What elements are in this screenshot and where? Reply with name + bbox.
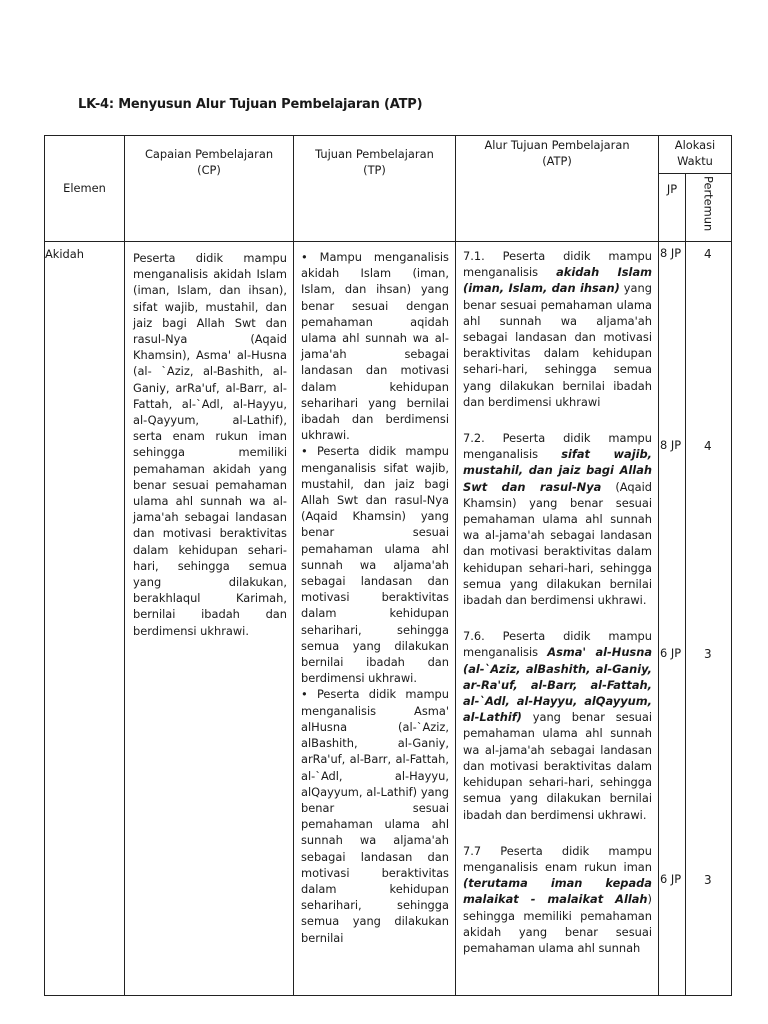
header-atp-label: Alur Tujuan Pembelajaran (ATP) [484, 138, 630, 169]
atp-4-text: 7.7 Peserta didik mampu menganalisis enam rukun iman [463, 843, 652, 874]
cell-atp [456, 242, 659, 996]
tp-bullet-3: • Peserta didik mampu menganalisis Asma' alHusna (al-`Aziz, alBashith, al-Ganiy, arRa'uf, al-Barr, al-Fattah, al-`Adl, al-Hayyu, alQayyum, al-Lathif) yang benar sesuai pemahaman ulama ahl sunnah wa aljama'ah sebagai landasan dan motivasi beraktivitas dalam kehidupan seharihari, sehingga semua yang dilakukan bernilai [301, 687, 449, 945]
atp-1-text-rest: yang benar sesuai pemahaman ulama ahl sunnah wa aljama'ah sebagai landasan dan motivasi beraktivitas dalam kehidupan sehari-hari, sehingga semua yang dilakukan bernilai ibadah dan berdimensi ukhrawi [463, 281, 652, 409]
tp-bullet-2: • Peserta didik mampu menganalisis sifat wajib, mustahil, dan jaiz bagi Allah Swt dan rasul-Nya (Aqaid Khamsin) yang benar sesuai pemahaman ulama ahl sunnah wa aljama'ah sebagai landasan dan motivasi beraktivitas dalam kehidupan seharihari, sehingga semua yang dilakukan bernilai ibadah dan berdimensi ukhrawi. [301, 444, 449, 686]
header-tp [294, 136, 456, 242]
document-title: LK-4: Menyusun Alur Tujuan Pembelajaran (ATP) [78, 97, 423, 112]
header-alokasi [659, 136, 732, 174]
cell-tp [294, 242, 456, 996]
jp-value-3: 6 JP [660, 646, 682, 660]
tp-bullet-1: • Mampu menganalisis akidah Islam (iman, Islam, dan ihsan) yang benar sesuai dengan pemahaman aqidah ulama ahl sunnah wa al-jama'ah sebagai landasan dan motivasi dalam kehidupan seharihari yang bernilai ibadah dan berdimensi ukhrawi. [301, 250, 449, 443]
cell-cp [125, 242, 294, 996]
atp-table [44, 135, 732, 996]
jp-value-4: 6 JP [660, 872, 682, 886]
pertemuan-value-1: 4 [704, 247, 712, 261]
jp-value-2: 8 JP [660, 438, 682, 452]
pertemuan-value-4: 3 [704, 873, 712, 887]
header-jp [659, 174, 686, 242]
atp-item-3 [463, 628, 652, 822]
pertemuan-value-3: 3 [704, 647, 712, 661]
atp-1-text: 7.1. Peserta didik mampu menganalisis [463, 249, 652, 280]
elemen-value: Akidah [45, 247, 84, 261]
atp-1-emphasis: akidah Islam (iman, Islam, dan ihsan) [463, 265, 652, 296]
header-tp-label: Tujuan Pembelajaran (TP) [315, 147, 434, 178]
atp-2-text-rest: (Aqaid Khamsin) yang benar sesuai pemahaman ulama ahl sunnah wa al-jama'ah sebagai landasan dan motivasi beraktivitas dalam kehidupan sehari-hari, sehingga semua yang dilakukan bernilai ibadah dan berdimensi ukhrawi. [463, 479, 652, 608]
header-atp [456, 136, 659, 242]
atp-4-emphasis: (terutama iman kepada malaikat - malaikat Allah [463, 876, 652, 907]
cp-text: Peserta didik mampu menganalisis akidah Islam (iman, Islam, dan ihsan), sifat wajib, mustahil, dan jaiz bagi Allah Swt dan rasul-Nya (Aqaid Khamsin), Asma' al-Husna (al- `Aziz, al-Bashith, al-Ganiy, arRa'uf, al-Barr, al-Fattah, al-`Adl, al-Hayyu, al-Qayyum, al-Lathif), serta enam rukun iman sehingga memiliki pemahaman akidah yang benar sesuai pemahaman ulama ahl sunnah wa al-jama'ah sebagai landasan dan motivasi beraktivitas dalam kehidupan sehari-hari, sehingga semua yang dilakukan, berakhlaqul Karimah, bernilai ibadah dan berdimensi ukhrawi. [133, 251, 287, 638]
atp-item-1 [463, 248, 652, 410]
header-jp-label: JP [666, 182, 678, 196]
header-pertemuan [686, 174, 732, 242]
cell-elemen [45, 242, 125, 996]
atp-3-text: 7.6. Peserta didik mampu menganalisis [463, 629, 652, 660]
jp-value-1: 8 JP [660, 246, 682, 260]
header-elemen [45, 136, 125, 242]
atp-4-text-rest: ) sehingga memiliki pemahaman akidah yang benar sesuai pemahaman ulama ahl sunnah [463, 892, 652, 955]
atp-3-emphasis: Asma' al-Husna (al-`Aziz, alBashith, al-Ganiy, ar-Ra'uf, al-Barr, al-Fattah, al-`Adl, al-Hayyu, alQayyum, al-Lathif) [463, 645, 653, 725]
header-cp-label: Capaian Pembelajaran (CP) [144, 147, 274, 178]
header-alokasi-label: Alokasi Waktu [674, 138, 716, 169]
pertemuan-value-2: 4 [704, 439, 712, 453]
header-cp [125, 136, 294, 242]
atp-3-text-rest: yang benar sesuai pemahaman ulama ahl sunnah wa al-jama'ah sebagai landasan dan motivasi beraktivitas dalam kehidupan sehari-hari, sehingga semua yang dilakukan bernilai ibadah dan berdimensi ukhrawi. [463, 710, 652, 822]
atp-2-text: 7.2. Peserta didik mampu menganalisis [463, 431, 652, 462]
atp-item-4 [463, 843, 652, 956]
header-elemen-label: Elemen [63, 181, 106, 196]
atp-item-2 [463, 430, 652, 608]
atp-2-emphasis: sifat wajib, mustahil, dan jaiz bagi Allah Swt dan rasul-Nya [463, 447, 652, 494]
header-pertemuan-label: Pertemun [701, 176, 716, 232]
